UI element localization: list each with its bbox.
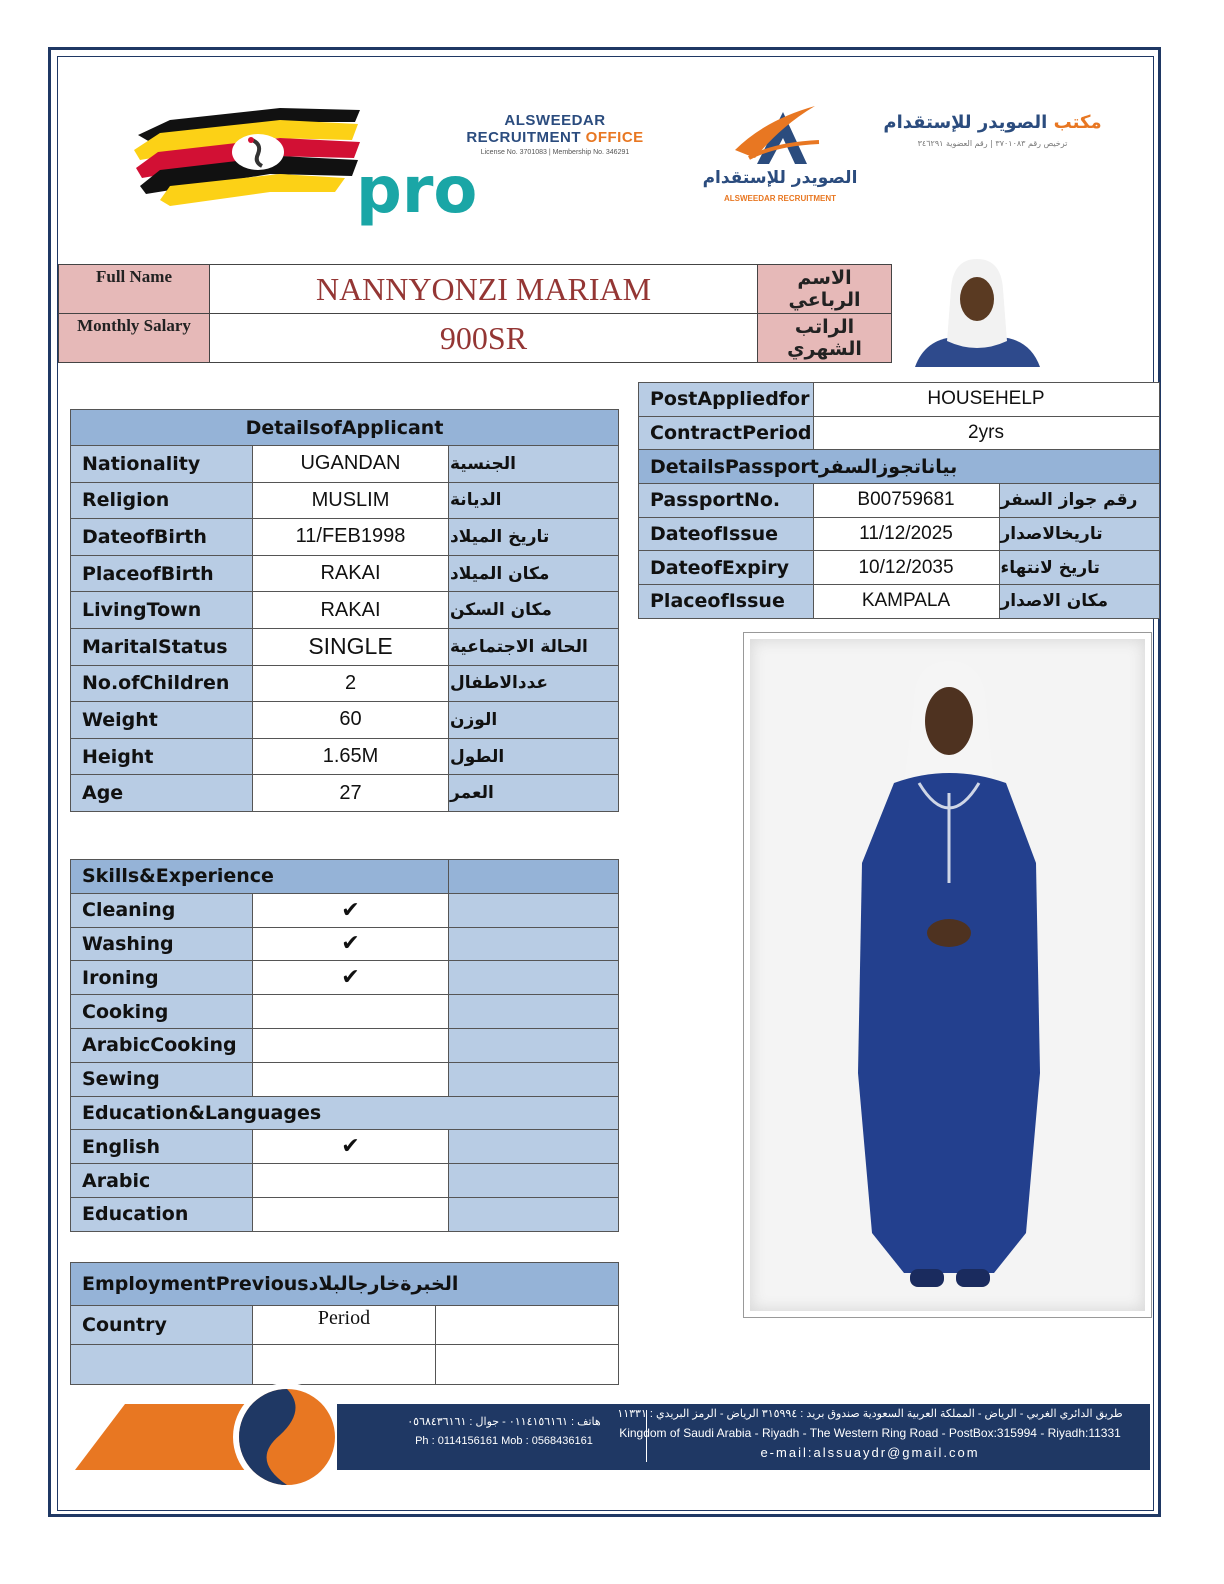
uganda-pro-logo [130, 100, 478, 230]
country-label: Country [71, 1306, 253, 1345]
full-name-value: NANNYONZI MARIAM [210, 265, 758, 314]
row-label-ar: عددالاطفال [449, 665, 619, 702]
row-label-ar: الحالة الاجتماعية [449, 628, 619, 665]
row-label-ar: الوزن [449, 702, 619, 739]
office-arabic-logo [880, 112, 1105, 172]
row-value: UGANDAN [253, 446, 449, 483]
footer-phones: هاتف : ٠١١٤١٥٦١٦١ - جوال : ٠٥٦٨٤٣٦١٦١ Ph : 0114156161 Mob : 0568436161 [407, 1416, 601, 1447]
table-row [71, 927, 619, 961]
row-label-ar: الديانة [449, 482, 619, 519]
row-value: KAMPALA [813, 585, 999, 619]
alsweedar-text-logo [455, 112, 655, 172]
row-label: Weight [71, 702, 253, 739]
office-arabic-title: مكتب الصويدر للإستقدام [883, 112, 1102, 133]
row-label-ar: مكان الاصدار [999, 585, 1159, 619]
skills-table [70, 859, 619, 1232]
skill-label: ArabicCooking [71, 1028, 253, 1062]
row-label: DateofIssue [639, 517, 814, 551]
identity-table [58, 264, 892, 363]
table-row [71, 702, 619, 739]
row-value: 10/12/2035 [813, 551, 999, 585]
row-value: SINGLE [253, 628, 449, 665]
row-label: No.ofChildren [71, 665, 253, 702]
skill-check: ✔ [253, 893, 449, 927]
table-row [639, 416, 1160, 450]
salary-label-ar: الراتب الشهري [758, 314, 892, 363]
skill-check: ✔ [253, 961, 449, 995]
table-row [71, 482, 619, 519]
row-label-ar: العمر [449, 775, 619, 812]
row-label: LivingTown [71, 592, 253, 629]
full-name-label-ar: الاسم الرباعي [758, 265, 892, 314]
table-row [639, 383, 1160, 417]
row-label-ar: رقم جواز السفر [999, 484, 1159, 518]
row-label: Height [71, 738, 253, 775]
row-label-ar: الطول [449, 738, 619, 775]
table-row [639, 551, 1160, 585]
row-label-ar: تاريخ لانتهاء [999, 551, 1159, 585]
table-row [639, 517, 1160, 551]
table-row [71, 893, 619, 927]
table-row [71, 1345, 619, 1385]
salary-value: 900SR [210, 314, 758, 363]
salary-label: Monthly Salary [59, 314, 210, 363]
education-title: Education&Languages [71, 1096, 619, 1130]
table-row [71, 961, 619, 995]
table-row [71, 665, 619, 702]
contract-label: ContractPeriod [639, 416, 814, 450]
table-row [71, 519, 619, 556]
education-check: ✔ [253, 1130, 449, 1164]
skill-check [253, 995, 449, 1029]
skill-label: Cleaning [71, 893, 253, 927]
row-label: DateofBirth [71, 519, 253, 556]
full-name-label: Full Name [59, 265, 210, 314]
applicant-details-table [70, 409, 619, 812]
table-row [71, 1306, 619, 1345]
row-value: 27 [253, 775, 449, 812]
passport-title: DetailsPassportبياناتجوزالسفر [639, 450, 1160, 484]
row-label: Religion [71, 482, 253, 519]
table-row [71, 1197, 619, 1231]
footer-address: طريق الدائري الغربي - الرياض - المملكة العربية السعودية صندوق بريد : ٣١٥٩٩٤ الرياض - الرمز البريدي : ١١٣٣١ Kingdom of Saudi Arabia - Riyadh - The Western Ring Road - PostBox:315994 - Riyadh:11331 e-mail:alssuaydr@gmail.com [595, 1405, 1145, 1462]
skill-label: Washing [71, 927, 253, 961]
table-row [71, 1028, 619, 1062]
contract-value: 2yrs [813, 416, 1159, 450]
applicant-details-title: DetailsofApplicant [71, 410, 619, 446]
education-label: English [71, 1130, 253, 1164]
table-row [639, 585, 1160, 619]
education-check [253, 1164, 449, 1198]
alsweedar-line2: RECRUITMENT OFFICE [466, 129, 644, 146]
row-label: Nationality [71, 446, 253, 483]
skill-check: ✔ [253, 927, 449, 961]
table-row [639, 484, 1160, 518]
employment-table [70, 1262, 619, 1385]
skill-label: Ironing [71, 961, 253, 995]
row-label: PlaceofBirth [71, 555, 253, 592]
row-value: RAKAI [253, 592, 449, 629]
row-label-ar: الجنسية [449, 446, 619, 483]
skill-check [253, 1062, 449, 1096]
row-value: 11/12/2025 [813, 517, 999, 551]
skill-label: Sewing [71, 1062, 253, 1096]
row-value: 60 [253, 702, 449, 739]
alsweedar-license: License No. 3701083 | Membership No. 346291 [480, 149, 630, 156]
period-label: Period [253, 1306, 436, 1345]
skill-check [253, 1028, 449, 1062]
post-value: HOUSEHELP [813, 383, 1159, 417]
table-row [71, 1164, 619, 1198]
row-label: MaritalStatus [71, 628, 253, 665]
table-row [71, 738, 619, 775]
footer [75, 1385, 1153, 1490]
row-value: 2 [253, 665, 449, 702]
row-value: MUSLIM [253, 482, 449, 519]
table-row [71, 555, 619, 592]
applicant-full-photo [743, 632, 1152, 1318]
alsweedar-line1: ALSWEEDAR [504, 112, 606, 129]
skill-label: Cooking [71, 995, 253, 1029]
row-label: DateofExpiry [639, 551, 814, 585]
row-label: Age [71, 775, 253, 812]
row-label-ar: مكان الميلاد [449, 555, 619, 592]
passport-table [638, 382, 1160, 619]
education-label: Arabic [71, 1164, 253, 1198]
row-label-ar: تاريخالاصدار [999, 517, 1159, 551]
employment-title: EmploymentPreviousالخبرةخارجالبلاد [71, 1263, 619, 1306]
row-label: PlaceofIssue [639, 585, 814, 619]
row-label-ar: مكان السكن [449, 592, 619, 629]
table-row [71, 628, 619, 665]
post-label: PostAppliedfor [639, 383, 814, 417]
applicant-portrait [915, 259, 1040, 367]
alsweedar-a-logo [695, 100, 865, 210]
a-logo-english: ALSWEEDAR RECRUITMENT [724, 194, 836, 203]
row-value: 11/FEB1998 [253, 519, 449, 556]
row-value: B00759681 [813, 484, 999, 518]
a-logo-arabic: الصويدر للإستقدام [702, 168, 858, 188]
education-label: Education [71, 1197, 253, 1231]
table-row [71, 1130, 619, 1164]
education-check [253, 1197, 449, 1231]
row-value: 1.65M [253, 738, 449, 775]
table-row [71, 995, 619, 1029]
row-label-ar: تاريخ الميلاد [449, 519, 619, 556]
table-row [71, 1062, 619, 1096]
office-arabic-sub: ترخيص رقم ٣٧٠١٠٨٣ | رقم العضوية ٣٤٦٢٩١ [917, 139, 1068, 148]
table-row [71, 592, 619, 629]
uganda-brand-text: pro [356, 154, 478, 228]
table-row [71, 446, 619, 483]
row-value: RAKAI [253, 555, 449, 592]
skills-title: Skills&Experience [71, 860, 449, 894]
row-label: PassportNo. [639, 484, 814, 518]
footer-email[interactable]: e-mail:alssuaydr@gmail.com [760, 1445, 980, 1460]
table-row [71, 775, 619, 812]
